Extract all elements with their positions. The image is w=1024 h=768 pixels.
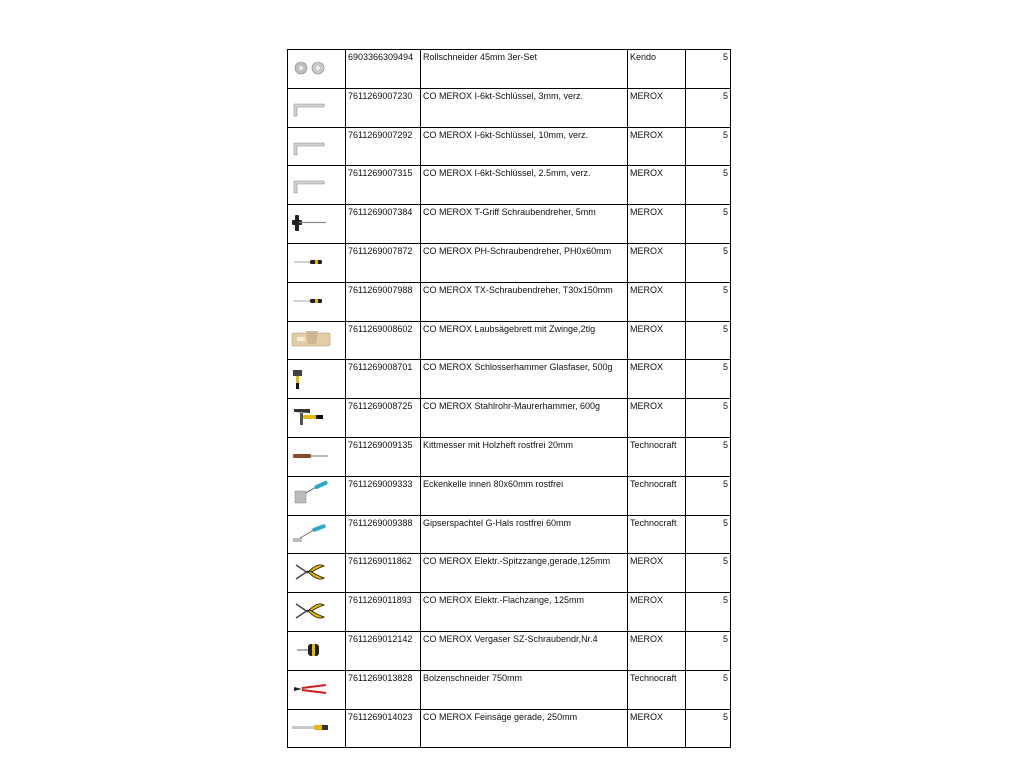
- brand-cell: Technocraft: [628, 515, 686, 554]
- t-handle-screwdriver-icon: [288, 205, 345, 241]
- quantity-cell: 5: [686, 593, 731, 632]
- description-cell: CO MEROX Laubsägebrett mit Zwinge,2tlg: [421, 321, 628, 360]
- cutter-blades-icon: [288, 50, 345, 86]
- brand-cell: MEROX: [628, 205, 686, 244]
- quantity-cell: 5: [686, 476, 731, 515]
- ean-cell: 7611269011862: [346, 554, 421, 593]
- table-row: [288, 399, 731, 438]
- description-cell: Kittmesser mit Holzheft rostfrei 20mm: [421, 437, 628, 476]
- hex-key-icon: [288, 166, 345, 202]
- product-image-cell: [288, 631, 346, 670]
- product-image-cell: [288, 243, 346, 282]
- description-cell: CO MEROX Feinsäge gerade, 250mm: [421, 709, 628, 748]
- table-row: [288, 709, 731, 748]
- table-row: [288, 127, 731, 166]
- quantity-cell: 5: [686, 243, 731, 282]
- product-image-cell: [288, 127, 346, 166]
- product-image-cell: [288, 515, 346, 554]
- product-image-cell: [288, 709, 346, 748]
- table-row: [288, 360, 731, 399]
- description-cell: Eckenkelle innen 80x60mm rostfrei: [421, 476, 628, 515]
- ean-cell: 7611269008725: [346, 399, 421, 438]
- table-row: [288, 631, 731, 670]
- description-cell: CO MEROX Schlosserhammer Glasfaser, 500g: [421, 360, 628, 399]
- brand-cell: MEROX: [628, 593, 686, 632]
- quantity-cell: 5: [686, 88, 731, 127]
- brand-cell: Technocraft: [628, 670, 686, 709]
- ean-cell: 7611269009388: [346, 515, 421, 554]
- description-cell: CO MEROX I-6kt-Schlüssel, 2.5mm, verz.: [421, 166, 628, 205]
- putty-knife-icon: [288, 438, 345, 474]
- product-image-cell: [288, 50, 346, 89]
- screwdriver-icon: [288, 283, 345, 319]
- description-cell: CO MEROX Vergaser SZ-Schraubendr,Nr.4: [421, 631, 628, 670]
- product-image-cell: [288, 282, 346, 321]
- brand-cell: Technocraft: [628, 437, 686, 476]
- description-cell: CO MEROX I-6kt-Schlüssel, 3mm, verz.: [421, 88, 628, 127]
- ean-cell: 7611269013828: [346, 670, 421, 709]
- ean-cell: 7611269007315: [346, 166, 421, 205]
- ean-cell: 7611269007292: [346, 127, 421, 166]
- quantity-cell: 5: [686, 437, 731, 476]
- description-cell: Rollschneider 45mm 3er-Set: [421, 50, 628, 89]
- description-cell: Gipserspachtel G-Hals rostfrei 60mm: [421, 515, 628, 554]
- ean-cell: 7611269007230: [346, 88, 421, 127]
- product-image-cell: [288, 360, 346, 399]
- ean-cell: 7611269012142: [346, 631, 421, 670]
- ean-cell: 7611269007384: [346, 205, 421, 244]
- description-cell: CO MEROX I-6kt-Schlüssel, 10mm, verz.: [421, 127, 628, 166]
- quantity-cell: 5: [686, 709, 731, 748]
- product-image-cell: [288, 88, 346, 127]
- hex-key-icon: [288, 128, 345, 164]
- ean-cell: 6903366309494: [346, 50, 421, 89]
- product-table-body: [288, 50, 731, 748]
- quantity-cell: 5: [686, 166, 731, 205]
- quantity-cell: 5: [686, 360, 731, 399]
- product-image-cell: [288, 670, 346, 709]
- table-row: [288, 282, 731, 321]
- brand-cell: MEROX: [628, 166, 686, 205]
- table-row: [288, 554, 731, 593]
- table-row: [288, 321, 731, 360]
- quantity-cell: 5: [686, 205, 731, 244]
- product-image-cell: [288, 166, 346, 205]
- description-cell: CO MEROX Elektr.-Spitzzange,gerade,125mm: [421, 554, 628, 593]
- quantity-cell: 5: [686, 50, 731, 89]
- product-image-cell: [288, 593, 346, 632]
- product-table: [287, 49, 731, 748]
- screwdriver-icon: [288, 244, 345, 280]
- quantity-cell: 5: [686, 515, 731, 554]
- table-row: [288, 243, 731, 282]
- brand-cell: MEROX: [628, 127, 686, 166]
- table-row: [288, 88, 731, 127]
- pliers-icon: [288, 554, 345, 590]
- corner-trowel-icon: [288, 477, 345, 513]
- quantity-cell: 5: [686, 282, 731, 321]
- table-row: [288, 437, 731, 476]
- brand-cell: MEROX: [628, 282, 686, 321]
- brand-cell: MEROX: [628, 243, 686, 282]
- table-row: [288, 670, 731, 709]
- hammer-icon: [288, 360, 345, 396]
- brand-cell: MEROX: [628, 321, 686, 360]
- quantity-cell: 5: [686, 631, 731, 670]
- quantity-cell: 5: [686, 554, 731, 593]
- ean-cell: 7611269009135: [346, 437, 421, 476]
- brand-cell: Kendo: [628, 50, 686, 89]
- ean-cell: 7611269008701: [346, 360, 421, 399]
- ean-cell: 7611269009333: [346, 476, 421, 515]
- plaster-spatula-icon: [288, 516, 345, 552]
- table-row: [288, 166, 731, 205]
- brand-cell: MEROX: [628, 709, 686, 748]
- description-cell: CO MEROX PH-Schraubendreher, PH0x60mm: [421, 243, 628, 282]
- quantity-cell: 5: [686, 127, 731, 166]
- description-cell: CO MEROX Elektr.-Flachzange, 125mm: [421, 593, 628, 632]
- brand-cell: MEROX: [628, 554, 686, 593]
- ean-cell: 7611269008602: [346, 321, 421, 360]
- mason-hammer-icon: [288, 399, 345, 435]
- brand-cell: MEROX: [628, 360, 686, 399]
- table-row: [288, 50, 731, 89]
- product-image-cell: [288, 399, 346, 438]
- table-row: [288, 205, 731, 244]
- description-cell: CO MEROX Stahlrohr-Maurerhammer, 600g: [421, 399, 628, 438]
- description-cell: CO MEROX TX-Schraubendreher, T30x150mm: [421, 282, 628, 321]
- table-row: [288, 593, 731, 632]
- table-row: [288, 515, 731, 554]
- ean-cell: 7611269007872: [346, 243, 421, 282]
- product-image-cell: [288, 476, 346, 515]
- brand-cell: MEROX: [628, 631, 686, 670]
- hex-key-icon: [288, 89, 345, 125]
- product-image-cell: [288, 321, 346, 360]
- pliers-icon: [288, 593, 345, 629]
- brand-cell: Technocraft: [628, 476, 686, 515]
- quantity-cell: 5: [686, 670, 731, 709]
- ean-cell: 7611269007988: [346, 282, 421, 321]
- brand-cell: MEROX: [628, 399, 686, 438]
- ean-cell: 7611269011893: [346, 593, 421, 632]
- saw-board-icon: [288, 322, 345, 358]
- description-cell: Bolzenschneider 750mm: [421, 670, 628, 709]
- bolt-cutter-icon: [288, 671, 345, 707]
- product-image-cell: [288, 554, 346, 593]
- ean-cell: 7611269014023: [346, 709, 421, 748]
- product-image-cell: [288, 205, 346, 244]
- stubby-screwdriver-icon: [288, 632, 345, 668]
- quantity-cell: 5: [686, 399, 731, 438]
- description-cell: CO MEROX T-Griff Schraubendreher, 5mm: [421, 205, 628, 244]
- table-row: [288, 476, 731, 515]
- product-image-cell: [288, 437, 346, 476]
- fine-saw-icon: [288, 710, 345, 746]
- quantity-cell: 5: [686, 321, 731, 360]
- brand-cell: MEROX: [628, 88, 686, 127]
